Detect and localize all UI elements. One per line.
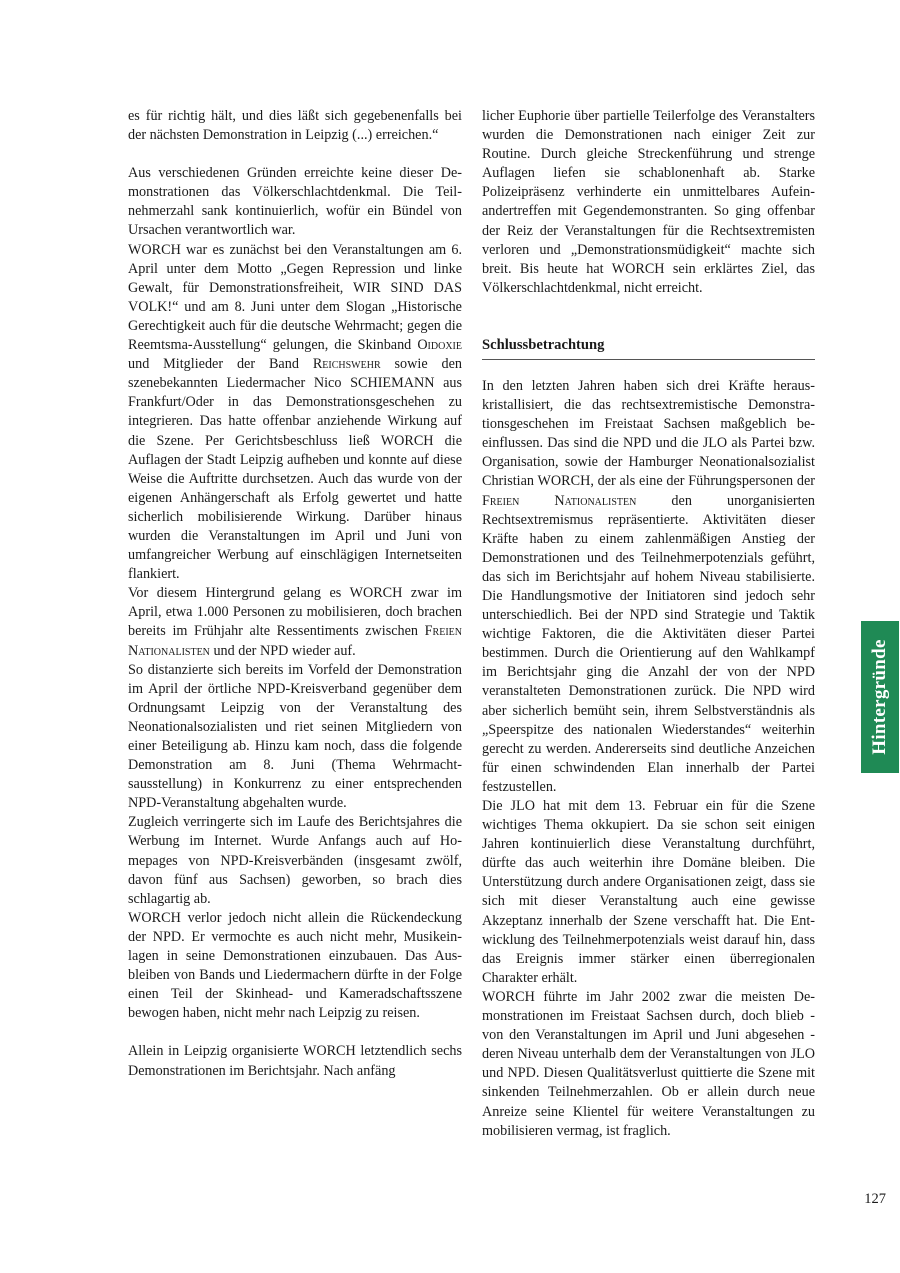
text-run: Vor diesem Hintergrund gelang es WORCH zwar im April, etwa 1.000 Personen zu mobilisieren, doch brachen bereits im Frühjahr alte Ressentiments zwischen [128, 585, 462, 640]
paragraph-background [128, 584, 462, 660]
paragraph-loss-of-support: WORCH verlor jedoch nicht allein die Rückendeckung der NPD. Er vermochte es auch nicht mehr, Musikeinlagen in seine Demonstrationen einzubauen. Das Ausbleiben von Bands und Liedermachern dürfte in der Folge einen Teil der Skinhead- und Kameradschaftsszene bewogen haben, nicht mehr nach Leipzig zu reisen. [128, 909, 462, 1022]
paragraph-reasons: Aus verschiedenen Gründen erreichte keine dieser Demonstrationen das Völkerschlachtdenkmal. Die Teilnehmerzahl sank kontinuierlich, wofür ein Bündel von Ursachen verantwortlich war. [128, 165, 462, 239]
section-heading: Schlussbetrachtung [482, 336, 815, 360]
text-run: sowie den szenebekannten Liedermacher Nico SCHIEMANN aus Frankfurt/Oder in das Demonstrationsgeschehen zu integrieren. Das hatte offenbar anziehende Wirkung auf die Szene. Per Gerichtsbeschluss ließ WORCH die Auflagen der Stadt Leipzig aufheben und konnte auf diese Weise die Auftritte durchsetzen. Auch das wurde von der eigenen Anhängerschaft als Erfolg gewertet und hatte sicherlich mobilisierende Wirkung. Darüber hinaus wurden die Veranstaltungen im April und Juni von umfangreicher Werbung auf einschlägigen Internetseiten flankiert. [128, 356, 463, 583]
page-number: 127 [864, 1191, 886, 1207]
text-run: und Mitglieder der Band [128, 356, 313, 373]
paragraph-leipzig-demos: Allein in Leipzig organisierte WORCH letztendlich sechs Demonstrationen im Berichtsjahr. Nach anfäng [128, 1043, 462, 1079]
right-column [482, 107, 815, 1141]
left-column [128, 107, 462, 1081]
paragraph-npd-distance: So distanzierte sich bereits im Vorfeld der Demonstration im April der örtliche NPD-Kreisverband gegenüber dem Ordnungsamt Leipzig von der Veranstaltung des Neonationalsozialisten und riet seinen Mitgliedern von einer Beteiligung ab. Hinzu kam noch, dass die folgende Demonstration am 8. Juni (Thema Wehrmachtsausstellung) in Konkurrenz zu einer entsprechenden NPD-Veranstaltung abgehalten wurde. [128, 661, 462, 812]
paragraph-internet-advertising: Zugleich verringerte sich im Laufe des Berichtsjahres die Werbung im Internet. Wurde Anfangs auch auf Homepages von NPD-Kreisverbänden (insgesamt zwölf, davon fünf aus Sachsen) geworben, so brach dies schlagartig ab. [128, 814, 462, 907]
org-name-freie-nationalisten: Freien Nationalisten [482, 492, 637, 509]
text-run: In den letzten Jahren haben sich drei Kräfte herauskristallisiert, die das rechtsextremistische Demonstrationsgeschehen im Freistaat Sachsen maßgeblich beeinflussen. Das sind die NPD und die JLO als Partei bzw. Organisation, sowie der Hamburger Neonationalsozialist Christian WORCH, der als eine der Führungspersonen der [482, 377, 815, 490]
band-name-oidoxie: Oidoxie [417, 337, 462, 354]
text-run: den unorganisierten Rechtsextremismus repräsentierte. Aktivitäten dieser Kräfte haben zu einem zahlenmäßigen Anstieg der Demonstrationen und des Teilnehmerpotenzials geführt, das sich im Berichtsjahr auf hohem Niveau stabilisierte. Die Handlungsmotive der Initiatoren sind jedoch sehr unterschiedlich. Bei der NPD sind Strategie und Taktik wichtige Faktoren, die die Aktivitäten dieser Partei bestimmen. Durch die Orientierung auf den Wahlkampf im Berichtsjahr ging die Anzahl der von der NPD veranstalteten Demonstrationen zurück. Die NPD wird aber sicherlich bemüht sein, ihrem Selbstverständnis als „Speerspitze des nationalen Wiederstandes“ weiterhin gerecht zu werden. Andererseits sind deutliche Anzeichen für einen schwindenden Elan innerhalb der Partei festzustellen. [482, 492, 815, 795]
paragraph-three-forces [482, 377, 815, 797]
paragraph-worch-events [128, 241, 462, 585]
paragraph-quote-end: es für richtig hält, und dies läßt sich gegebenenfalls bei der nächsten Demonstration in Leipzig (...) erreichen.“ [128, 108, 462, 144]
org-name-freie-nationalisten: Freien Nationalisten [128, 623, 462, 659]
text-run: und der NPD wieder auf. [209, 642, 356, 659]
side-tab-label: Hintergründe [869, 639, 890, 755]
paragraph-worch-2002: WORCH führte im Jahr 2002 zwar die meisten Demonstrationen im Freistaat Sachsen durch, doch blieb - von den Veranstaltungen im April und Juni abgesehen - deren Niveau unterhalb dem der Veranstaltungen von JLO und NPD. Diesen Qualitätsverlust quittierte die Szene mit sinkenden Teilnehmerzahlen. Ob er allein durch neue Anreize seine Klientel für weitere Veranstaltungen zu mobilisieren vermag, ist fraglich. [482, 988, 815, 1139]
paragraph-jlo: Die JLO hat mit dem 13. Februar ein für die Szene wichtiges Thema okkupiert. Da sie schon seit einigen Jahren kontinuierlich diese Veranstaltung durchführt, dürfte das auch weiterhin ihre Domäne bleiben. Die Unterstützung durch andere Organisationen zeigt, dass sie sich mit dieser Veranstaltung auch eine gewisse Akzeptanz innerhalb der Szene verschafft hat. Die Entwicklung des Teilnehmerpotenzials weist darauf hin, dass das Ereignis immer stärker einen überregionalen Charakter erhält. [482, 798, 815, 986]
section-side-tab [861, 621, 899, 773]
text-run: WORCH war es zunächst bei den Veranstaltungen am 6. April unter dem Motto „Gegen Repression und linke Gewalt, für Demonstrationsfreiheit, WIR SIND DAS VOLK!“ und am 8. Juni unter dem Slogan „Historische Gerechtigkeit auch für die deutsche Wehrmacht; gegen die Reemtsma-Ausstellung“ gelungen, die Skinband [128, 241, 462, 354]
band-name-reichswehr: Reichswehr [312, 356, 381, 373]
paragraph-routine: licher Euphorie über partielle Teilerfolge des Veranstalters wurden die Demonstrationen nach einiger Zeit zur Routine. Durch gleiche Streckenführung und strenge Auflagen liefen sie schablonenhaft ab. Starke Polizeipräsenz verhinderte ein unmittelbares Aufeinandertreffen mit Gegendemonstranten. So ging offenbar der Reiz der Veranstaltungen für die Rechtsextremisten verloren und „Demonstrationsmüdigkeit“ machte sich breit. Bis heute hat WORCH sein erklärtes Ziel, das Völkerschlachtdenkmal, nicht erreicht. [482, 108, 815, 296]
